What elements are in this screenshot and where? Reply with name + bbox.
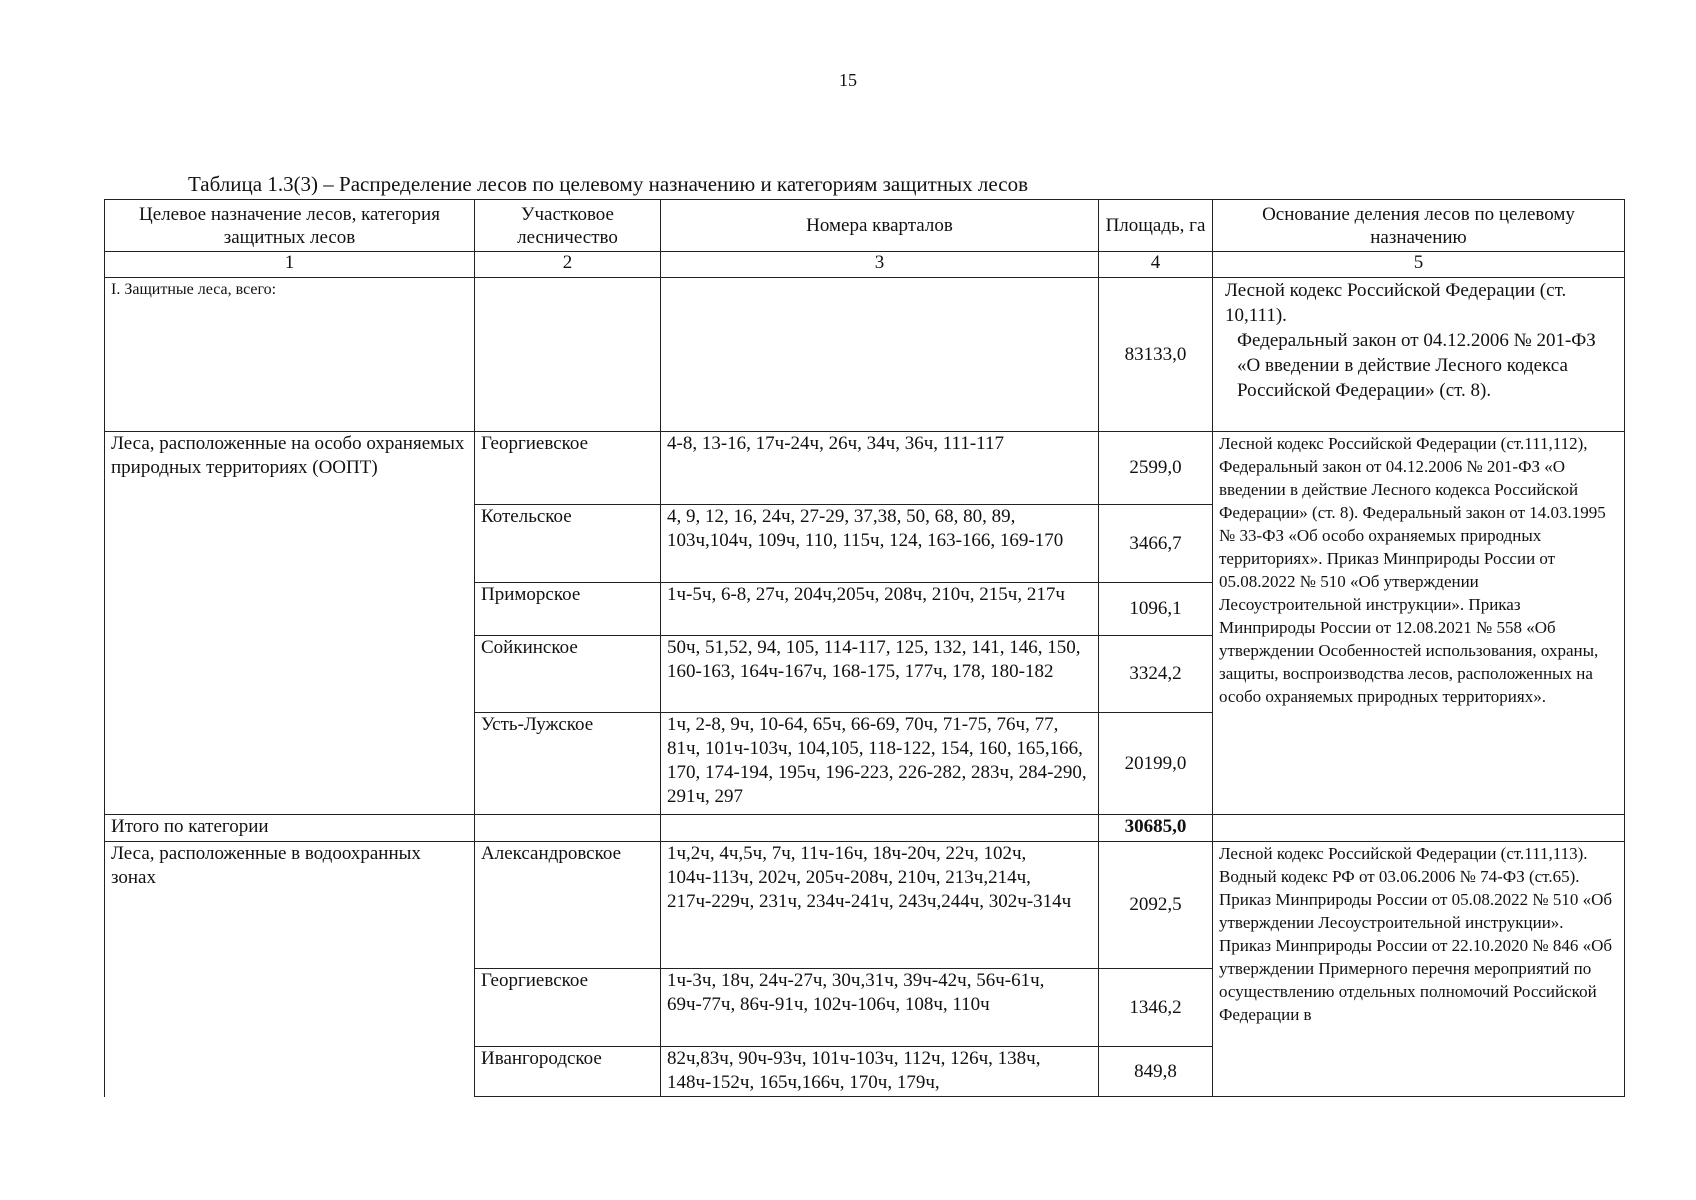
area-cell: 2092,5: [1099, 842, 1213, 969]
basis-paragraph: Лесной кодекс Российской Федерации (ст. 10,111).: [1225, 280, 1567, 326]
subtotal-area: 30685,0: [1099, 815, 1213, 842]
forestry-cell: Георгиевское: [475, 969, 661, 1047]
area-cell: 20199,0: [1099, 713, 1213, 815]
quarters-cell: 1ч-3ч, 18ч, 24ч-27ч, 30ч,31ч, 39ч-42ч, 56ч-61ч, 69ч-77ч, 86ч-91ч, 102ч-106ч, 108ч, 110ч: [661, 969, 1099, 1047]
category-cell: Леса, расположенные в водоохранных зонах: [105, 842, 475, 1097]
basis-cell: [1213, 815, 1625, 842]
quarters-cell: [661, 815, 1099, 842]
header-forestry: Участковое лесничество: [475, 200, 661, 252]
forestry-cell: Котельское: [475, 505, 661, 583]
table-row: [105, 432, 1625, 505]
quarters-cell: 82ч,83ч, 90ч-93ч, 101ч-103ч, 112ч, 126ч, 138ч, 148ч-152ч, 165ч,166ч, 170ч, 179ч,: [661, 1047, 1099, 1097]
area-cell: 1096,1: [1099, 583, 1213, 636]
category-cell: Леса, расположенные на особо охраняемых природных территориях (ООПТ): [105, 432, 475, 815]
quarters-cell: 4-8, 13-16, 17ч-24ч, 26ч, 34ч, 36ч, 111-117: [661, 432, 1099, 505]
page-number: 15: [839, 70, 857, 90]
area-cell: 83133,0: [1099, 278, 1213, 432]
column-number: 1: [105, 252, 475, 278]
quarters-cell: 1ч,2ч, 4ч,5ч, 7ч, 11ч-16ч, 18ч-20ч, 22ч, 102ч, 104ч-113ч, 202ч, 205ч-208ч, 210ч, 213ч,214ч, 217ч-229ч, 231ч, 234ч-241ч, 243ч,244ч, 302ч-314ч: [661, 842, 1099, 969]
column-number-row: [105, 252, 1625, 278]
quarters-cell: 1ч, 2-8, 9ч, 10-64, 65ч, 66-69, 70ч, 71-75, 76ч, 77, 81ч, 101ч-103ч, 104,105, 118-122, 154, 160, 165,166, 170, 174-194, 195ч, 196-223, 226-282, 283ч, 284-290, 291ч, 297: [661, 713, 1099, 815]
basis-cell: [1213, 278, 1625, 432]
table-caption: Таблица 1.3(3) – Распределение лесов по целевому назначению и категориям защитных лесов: [188, 172, 1028, 196]
column-number: 4: [1099, 252, 1213, 278]
area-cell: 849,8: [1099, 1047, 1213, 1097]
header-purpose: Целевое назначение лесов, категория защитных лесов: [105, 200, 475, 252]
forestry-cell: Приморское: [475, 583, 661, 636]
forest-distribution-table: [104, 199, 1625, 1097]
category-cell: I. Защитные леса, всего:: [105, 278, 475, 432]
subtotal-label: Итого по категории: [105, 815, 475, 842]
area-cell: 1346,2: [1099, 969, 1213, 1047]
area-cell: 3466,7: [1099, 505, 1213, 583]
column-number: 3: [661, 252, 1099, 278]
basis-paragraph: Федеральный закон от 04.12.2006 № 201-ФЗ «О введении в действие Лесного кодекса Российской Федерации» (ст. 8).: [1237, 330, 1596, 401]
basis-cell: Лесной кодекс Российской Федерации (ст.111,112), Федеральный закон от 04.12.2006 № 201-ФЗ «О введении в действие Лесного кодекса Российской Федерации» (ст. 8). Федеральный закон от 14.03.1995 № 33-ФЗ «Об особо охраняемых природных территориях». Приказ Минприроды России от 05.08.2022 № 510 «Об утверждении Лесоустроительной инструкции». Приказ Минприроды России от 12.08.2021 № 558 «Об утверждении Особенностей использования, охраны, защиты, воспроизводства лесов, расположенных на особо охраняемых природных территориях».: [1213, 432, 1625, 815]
table-row: [105, 842, 1625, 969]
basis-cell: Лесной кодекс Российской Федерации (ст.111,113). Водный кодекс РФ от 03.06.2006 № 74-ФЗ (ст.65). Приказ Минприроды России от 05.08.2022 № 510 «Об утверждении Лесоустроительной инструкции». Приказ Минприроды России от 22.10.2020 № 846 «Об утверждении Примерного перечня мероприятий по осуществлению отдельных полномочий Российской Федерации в: [1213, 842, 1625, 1097]
column-number: 5: [1213, 252, 1625, 278]
quarters-cell: [661, 278, 1099, 432]
area-cell: 3324,2: [1099, 636, 1213, 713]
forestry-cell: [475, 278, 661, 432]
header-area: Площадь, га: [1099, 200, 1213, 252]
forestry-cell: Сойкинское: [475, 636, 661, 713]
quarters-cell: 50ч, 51,52, 94, 105, 114-117, 125, 132, 141, 146, 150, 160-163, 164ч-167ч, 168-175, 177ч, 178, 180-182: [661, 636, 1099, 713]
header-row: [105, 200, 1625, 252]
forestry-cell: Георгиевское: [475, 432, 661, 505]
quarters-cell: 4, 9, 12, 16, 24ч, 27-29, 37,38, 50, 68, 80, 89, 103ч,104ч, 109ч, 110, 115ч, 124, 163-166, 169-170: [661, 505, 1099, 583]
subtotal-row: [105, 815, 1625, 842]
header-quarters: Номера кварталов: [661, 200, 1099, 252]
forestry-cell: Усть-Лужское: [475, 713, 661, 815]
column-number: 2: [475, 252, 661, 278]
total-protective-row: [105, 278, 1625, 432]
forestry-cell: Ивангородское: [475, 1047, 661, 1097]
forestry-cell: Александровское: [475, 842, 661, 969]
header-basis: Основание деления лесов по целевому назначению: [1213, 200, 1625, 252]
quarters-cell: 1ч-5ч, 6-8, 27ч, 204ч,205ч, 208ч, 210ч, 215ч, 217ч: [661, 583, 1099, 636]
area-cell: 2599,0: [1099, 432, 1213, 505]
forestry-cell: [475, 815, 661, 842]
